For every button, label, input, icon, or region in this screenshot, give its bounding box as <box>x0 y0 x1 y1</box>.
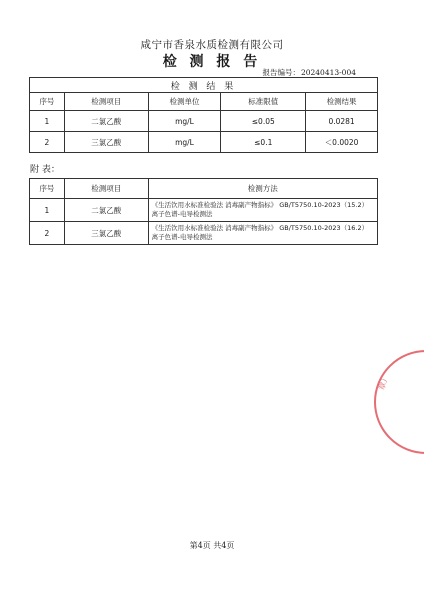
report-title: 检 测 报 告 <box>162 54 262 70</box>
row-item: 三氯乙酸 <box>64 222 148 245</box>
row-index: 2 <box>30 222 65 245</box>
row-unit: mg/L <box>148 111 221 132</box>
row-result: ＜0.0020 <box>306 132 378 153</box>
row-index: 1 <box>30 199 65 222</box>
row-item: 二氯乙酸 <box>64 111 148 132</box>
row-index: 1 <box>30 111 65 132</box>
report-number-value: 20240413-004 <box>300 68 356 77</box>
results-header-row <box>30 93 378 111</box>
row-item: 三氯乙酸 <box>64 132 148 153</box>
appendix-col-index: 序号 <box>30 179 65 199</box>
appendix-header-row <box>30 179 378 199</box>
row-index: 2 <box>30 132 65 153</box>
official-seal <box>374 350 424 454</box>
table-row <box>30 111 378 132</box>
company-name: 咸宁市香泉水质检测有限公司 <box>140 39 284 51</box>
results-table <box>29 77 378 153</box>
report-number-label: 报告编号： <box>262 68 300 77</box>
row-limit: ≤0.1 <box>221 132 306 153</box>
row-method: 《生活饮用水标准检验法 消毒副产物指标》 GB/T5750.10-2023（15.2）离子色谱-电导检测法 <box>148 199 377 222</box>
results-col-result: 检测结果 <box>306 93 378 111</box>
row-item: 二氯乙酸 <box>64 199 148 222</box>
page-number: 第4页 共4页 <box>189 541 235 550</box>
row-limit: ≤0.05 <box>221 111 306 132</box>
table-row <box>30 222 378 245</box>
seal-text: 章） <box>376 373 391 392</box>
results-col-limit: 标准限值 <box>221 93 306 111</box>
results-section-title: 检 测 结 果 <box>30 78 378 93</box>
appendix-col-method: 检测方法 <box>148 179 377 199</box>
appendix-table <box>29 178 378 245</box>
table-row <box>30 199 378 222</box>
results-col-index: 序号 <box>30 93 65 111</box>
results-col-unit: 检测单位 <box>148 93 221 111</box>
row-method: 《生活饮用水标准检验法 消毒副产物指标》 GB/T5750.10-2023（16.2）离子色谱-电导检测法 <box>148 222 377 245</box>
appendix-col-item: 检测项目 <box>64 179 148 199</box>
appendix-label: 附 表： <box>30 165 60 175</box>
row-unit: mg/L <box>148 132 221 153</box>
table-row <box>30 132 378 153</box>
row-result: 0.0281 <box>306 111 378 132</box>
results-col-item: 检测项目 <box>64 93 148 111</box>
